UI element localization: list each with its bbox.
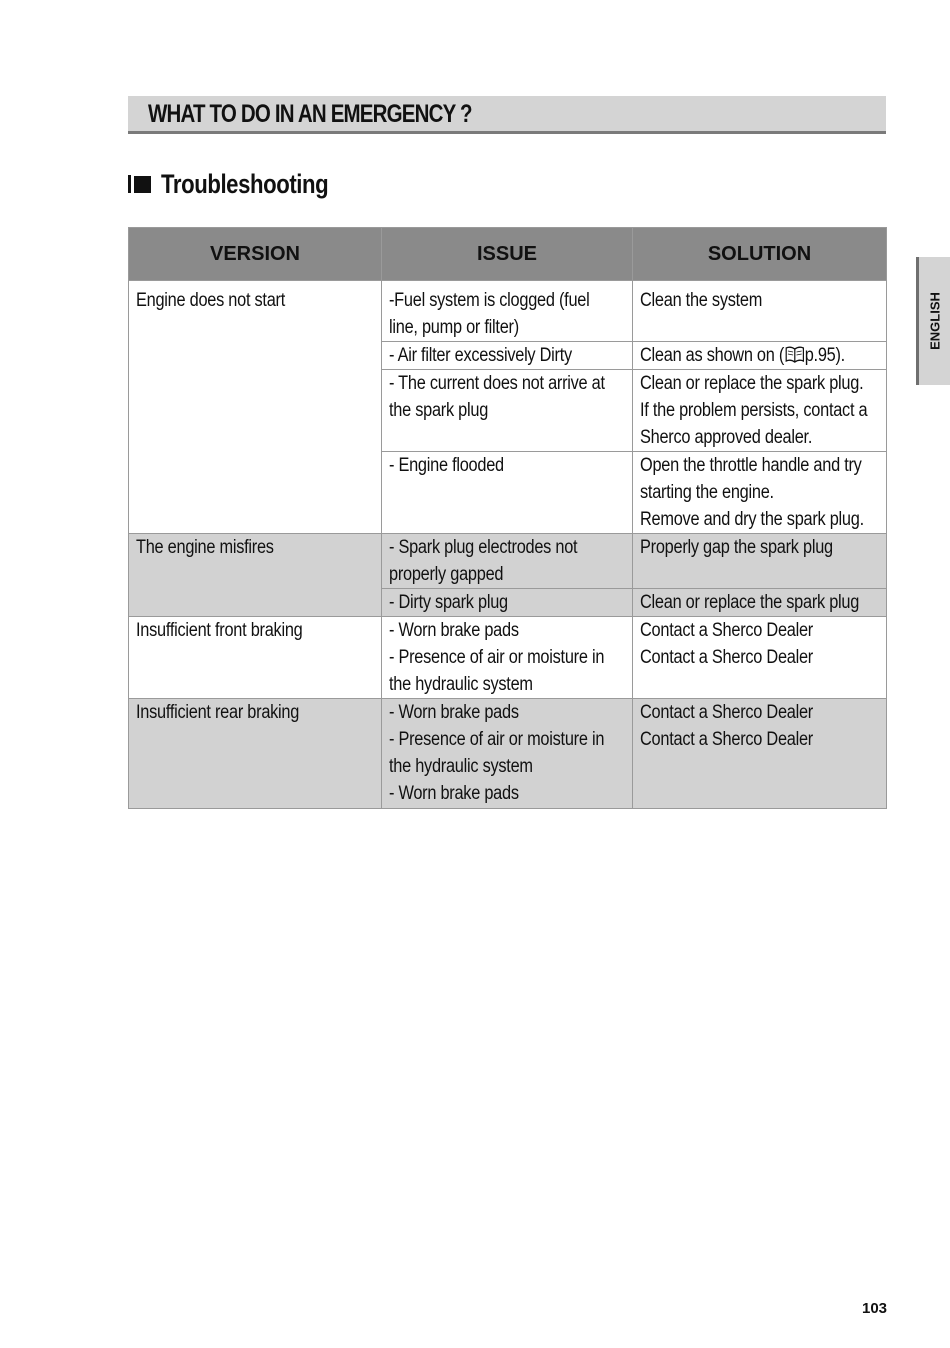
issue-cell	[382, 281, 633, 342]
solution-cell	[633, 699, 887, 809]
issue-text: - Spark plug electrodes not	[389, 537, 578, 558]
version-cell	[129, 534, 382, 617]
issue-text: properly gapped	[389, 564, 504, 585]
version-text: Engine does not start	[136, 290, 286, 311]
issue-text: the hydraulic system	[389, 674, 533, 695]
solution-cell	[633, 281, 887, 342]
header-issue: ISSUE	[382, 228, 633, 281]
table-row	[129, 281, 887, 342]
solution-text: Remove and dry the spark plug.	[640, 509, 864, 530]
section-title: Troubleshooting	[161, 168, 329, 199]
version-text: Insufficient front braking	[136, 620, 303, 641]
version-cell	[129, 617, 382, 699]
issue-text: - Dirty spark plug	[389, 592, 508, 613]
version-text: Insufficient rear braking	[136, 702, 300, 723]
language-tab-label: ENGLISH	[927, 292, 942, 350]
table-row	[129, 617, 887, 699]
chapter-title: WHAT TO DO IN AN EMERGENCY ?	[148, 100, 472, 128]
header-version: VERSION	[129, 228, 382, 281]
solution-cell	[633, 370, 887, 452]
table-row	[129, 699, 887, 809]
issue-text: the hydraulic system	[389, 756, 533, 777]
solution-text: Contact a Sherco Dealer	[640, 702, 813, 723]
issue-text: the spark plug	[389, 400, 489, 421]
issue-text: - Air filter excessively Dirty	[389, 345, 572, 366]
issue-text: -Fuel system is clogged (fuel	[389, 290, 590, 311]
issue-text: - Worn brake pads	[389, 783, 519, 804]
solution-text: If the problem persists, contact a	[640, 400, 868, 421]
issue-text: line, pump or filter)	[389, 317, 519, 338]
issue-cell	[382, 699, 633, 809]
chapter-header-bar	[128, 96, 886, 134]
table-row	[129, 534, 887, 589]
solution-cell	[633, 589, 887, 617]
solution-text: Sherco approved dealer.	[640, 427, 813, 448]
issue-text: - The current does not arrive at	[389, 373, 605, 394]
issue-cell	[382, 589, 633, 617]
version-text: The engine misfires	[136, 537, 274, 558]
page-reference: p.95).	[804, 345, 845, 366]
language-tab	[916, 257, 950, 385]
issue-cell	[382, 452, 633, 534]
issue-text: - Worn brake pads	[389, 620, 519, 641]
solution-cell	[633, 534, 887, 589]
solution-text: Properly gap the spark plug	[640, 537, 833, 558]
issue-cell	[382, 617, 633, 699]
solution-text: Clean or replace the spark plug	[640, 592, 860, 613]
issue-cell	[382, 534, 633, 589]
issue-cell	[382, 370, 633, 452]
issue-cell	[382, 342, 633, 370]
solution-text: Open the throttle handle and try	[640, 455, 862, 476]
issue-text: - Presence of air or moisture in	[389, 729, 605, 750]
issue-text: - Presence of air or moisture in	[389, 647, 605, 668]
troubleshooting-table	[128, 227, 887, 809]
solution-text-prefix: Clean as shown on (	[640, 345, 785, 366]
section-heading	[128, 168, 365, 200]
solution-cell	[633, 342, 887, 370]
solution-text	[640, 342, 846, 369]
version-cell	[129, 281, 382, 534]
version-cell	[129, 699, 382, 809]
header-solution: SOLUTION	[633, 228, 887, 281]
solution-text: Clean the system	[640, 290, 763, 311]
solution-text: starting the engine.	[640, 482, 774, 503]
page-number: 103	[862, 1300, 888, 1317]
section-bullet-icon	[128, 175, 151, 193]
issue-text: - Worn brake pads	[389, 702, 519, 723]
table-header-row	[129, 228, 887, 281]
solution-text: Clean or replace the spark plug.	[640, 373, 864, 394]
issue-text: - Engine flooded	[389, 455, 504, 476]
solution-text: Contact a Sherco Dealer	[640, 647, 813, 668]
solution-cell	[633, 452, 887, 534]
solution-text: Contact a Sherco Dealer	[640, 729, 813, 750]
solution-cell	[633, 617, 887, 699]
solution-text: Contact a Sherco Dealer	[640, 620, 813, 641]
book-icon	[785, 346, 804, 363]
